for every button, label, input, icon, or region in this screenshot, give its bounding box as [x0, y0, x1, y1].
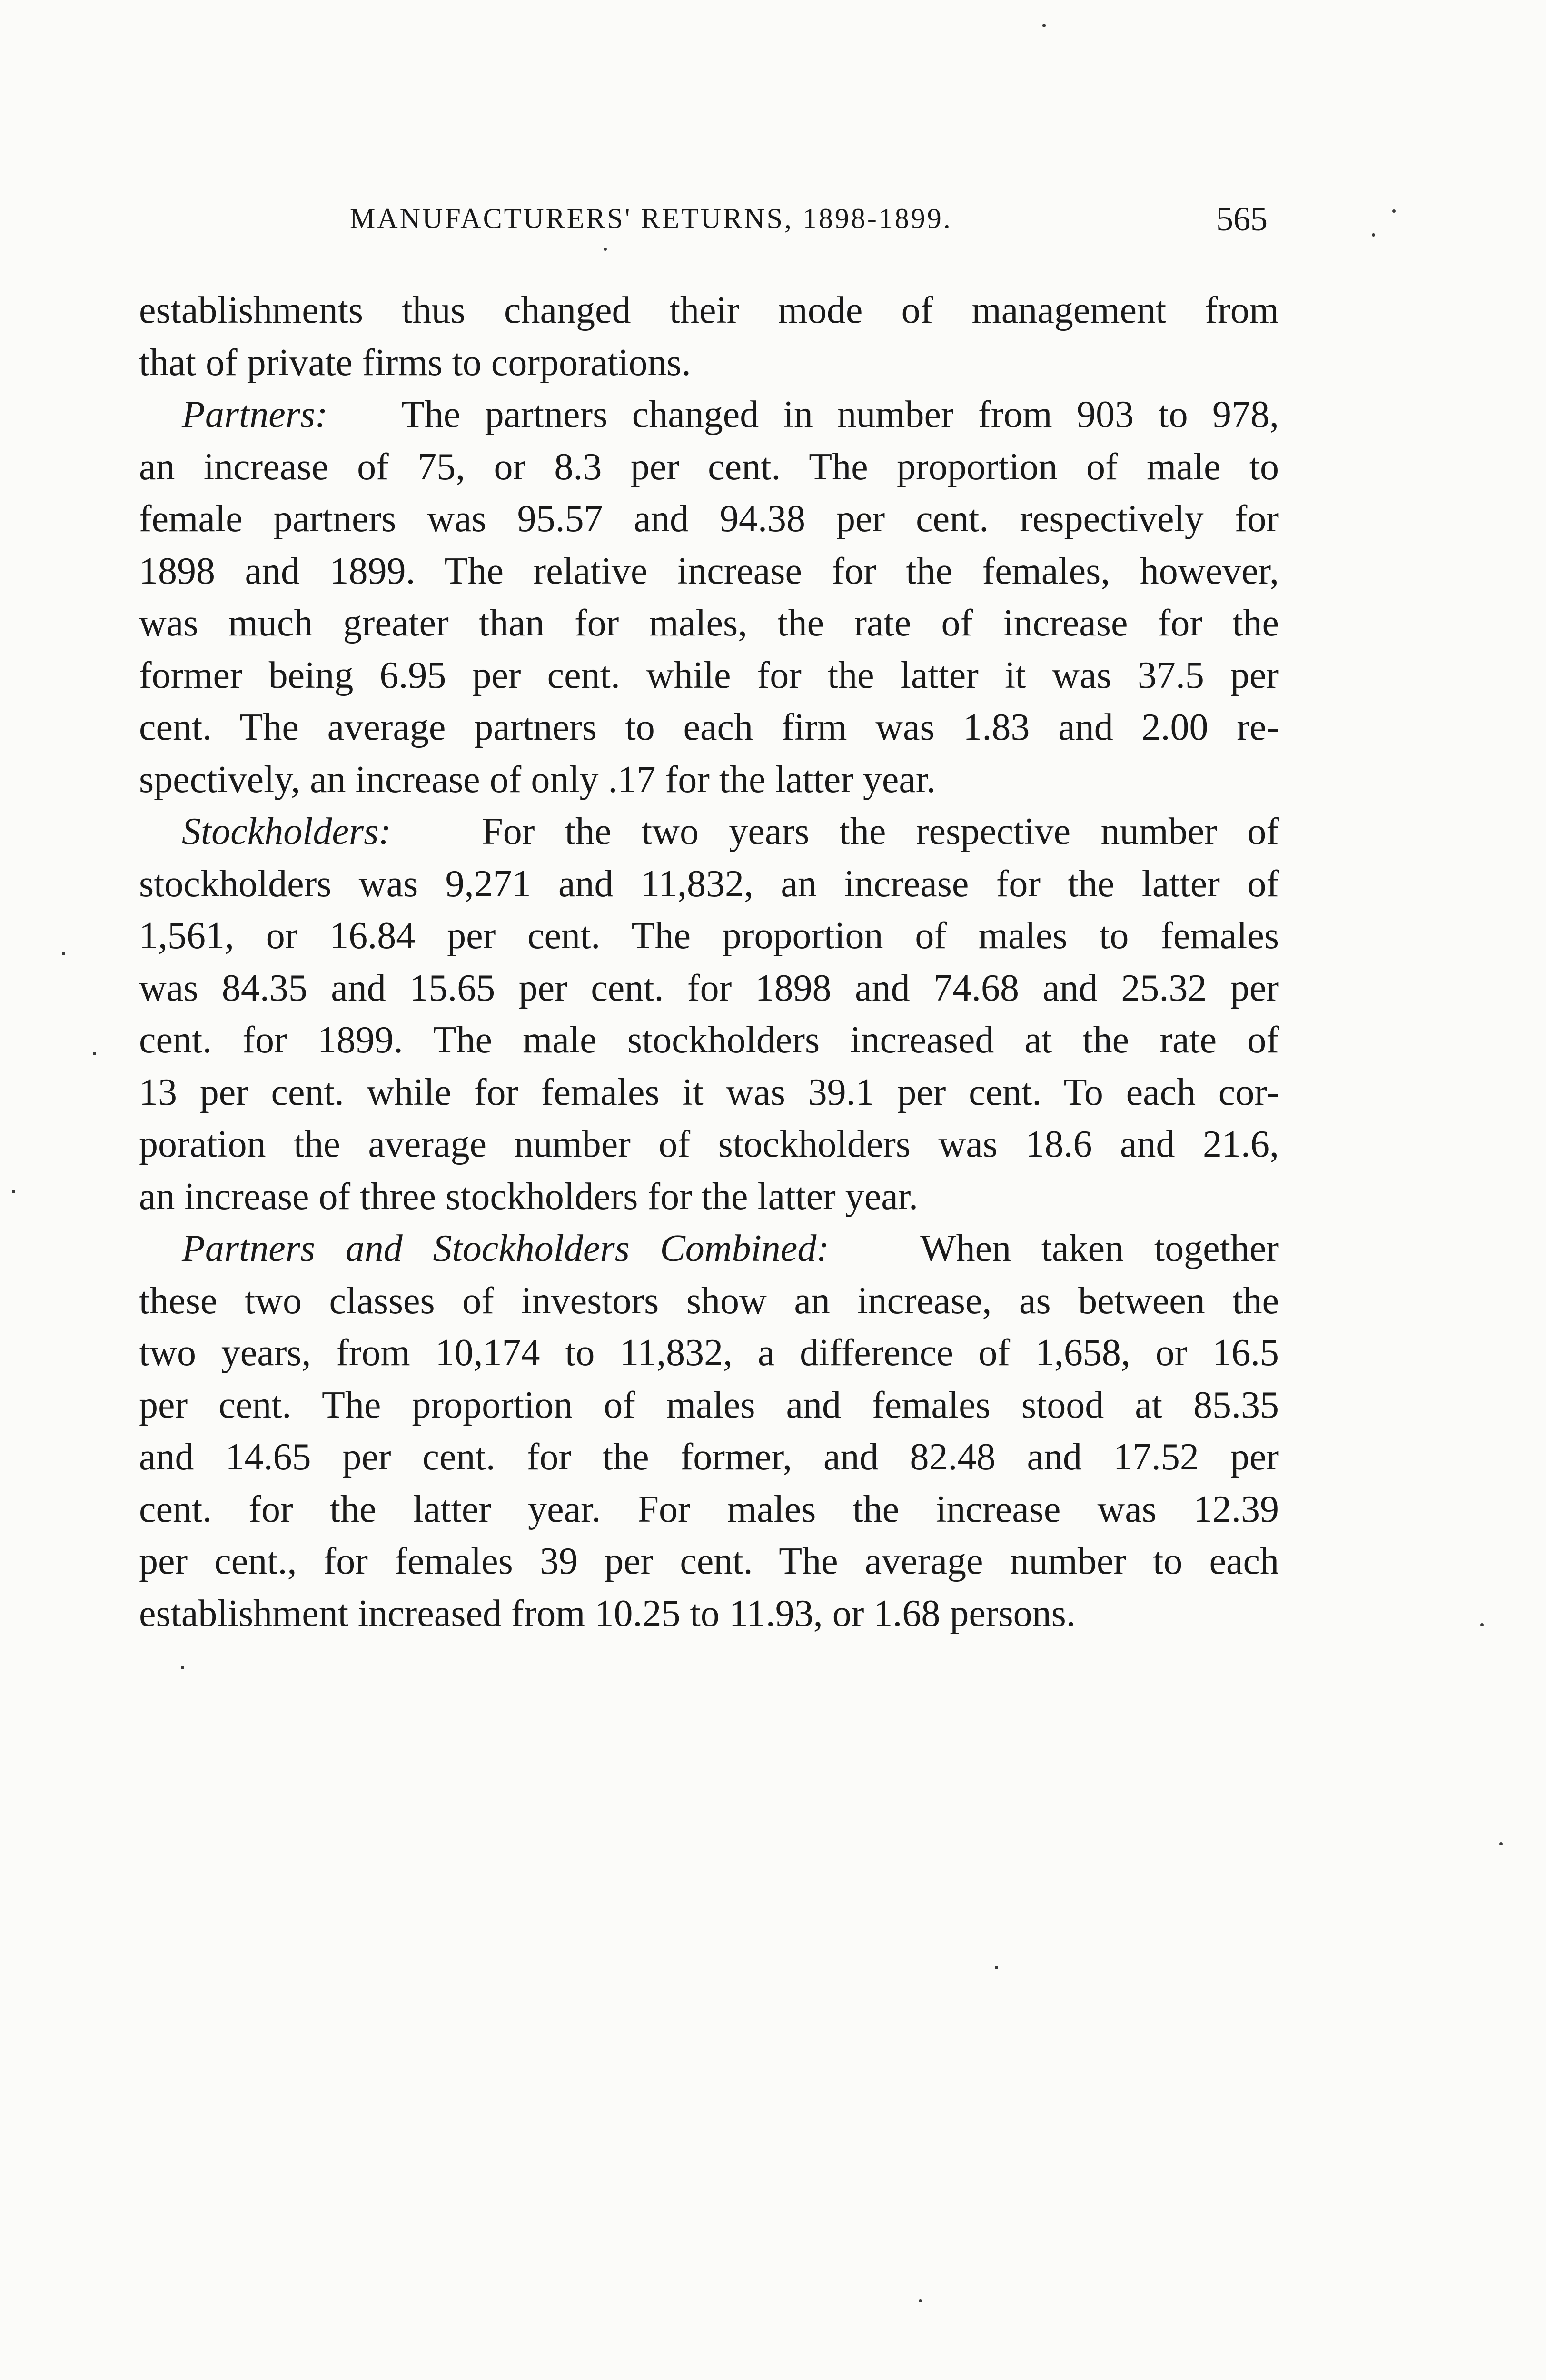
paragraph-partners-first-line [139, 389, 1279, 441]
text-line: and 14.65 per cent. for the former, and 82.48 and 17.52 per [139, 1436, 1279, 1478]
scan-speck [995, 1966, 998, 1969]
text-line: former being 6.95 per cent. while for the latter it was 37.5 per [139, 654, 1279, 696]
text-line: an increase of three stockholders for the latter year. [139, 1175, 919, 1218]
scan-speck [93, 1052, 96, 1055]
text-line: these two classes of investors show an increase, as between the [139, 1279, 1279, 1322]
scan-speck [604, 248, 607, 251]
scan-speck [1392, 209, 1396, 213]
scan-speck [181, 1666, 184, 1669]
text-line: For the two years the respective number of [482, 811, 1279, 853]
text-line: cent. The average partners to each firm was 1.83 and 2.00 re- [139, 706, 1279, 748]
text-line: an increase of 75, or 8.3 per cent. The proportion of male to [139, 446, 1279, 488]
running-title: MANUFACTURERS' RETURNS, 1898-1899. [350, 203, 952, 234]
scan-speck [62, 952, 65, 955]
text-line: per cent. The proportion of males and females stood at 85.35 [139, 1384, 1279, 1426]
text-line: poration the average number of stockholders was 18.6 and 21.6, [139, 1123, 1279, 1165]
paragraph-lead-stockholders: Stockholders: [182, 811, 391, 853]
body-text [139, 285, 1279, 1640]
paragraph-lead-partners: Partners: [182, 394, 328, 436]
text-line: spectively, an increase of only .17 for the latter year. [139, 758, 936, 801]
text-line: two years, from 10,174 to 11,832, a difference of 1,658, or 16.5 [139, 1332, 1279, 1374]
scan-speck [1042, 24, 1046, 27]
text-line: When taken together [920, 1228, 1279, 1269]
paragraph-stockholders-first-line [139, 806, 1279, 858]
text-line: female partners was 95.57 and 94.38 per cent. respectively for [139, 498, 1279, 540]
text-line: 1,561, or 16.84 per cent. The proportion of males to females [139, 915, 1279, 957]
text-line: The partners changed in number from 903 to 978, [401, 394, 1279, 436]
text-line: 13 per cent. while for females it was 39.1 per cent. To each cor- [139, 1071, 1279, 1113]
scan-speck [1372, 233, 1375, 237]
scan-speck [1499, 1842, 1503, 1845]
scan-speck [12, 1190, 15, 1193]
running-head [0, 202, 1546, 245]
page-number: 565 [1216, 200, 1268, 238]
paragraph-combined-first-line [139, 1223, 1279, 1275]
text-line: that of private firms to corporations. [139, 341, 691, 384]
text-line: cent. for 1899. The male stockholders increased at the rate of [139, 1019, 1279, 1061]
text-line: was 84.35 and 15.65 per cent. for 1898 and 74.68 and 25.32 per [139, 967, 1279, 1009]
paragraph-lead-combined: Partners and Stockholders Combined: [182, 1228, 829, 1269]
text-line: establishment increased from 10.25 to 11.93, or 1.68 persons. [139, 1592, 1076, 1635]
text-line: cent. for the latter year. For males the increase was 12.39 [139, 1488, 1279, 1530]
text-line: 1898 and 1899. The relative increase for the females, however, [139, 550, 1279, 592]
text-line: stockholders was 9,271 and 11,832, an increase for the latter of [139, 863, 1279, 905]
text-line: per cent., for females 39 per cent. The average number to each [139, 1540, 1279, 1582]
scan-speck [919, 2299, 922, 2302]
text-line: was much greater than for males, the rate of increase for the [139, 602, 1279, 644]
scan-speck [1480, 1623, 1484, 1626]
text-line: establishments thus changed their mode of management from [139, 289, 1279, 331]
